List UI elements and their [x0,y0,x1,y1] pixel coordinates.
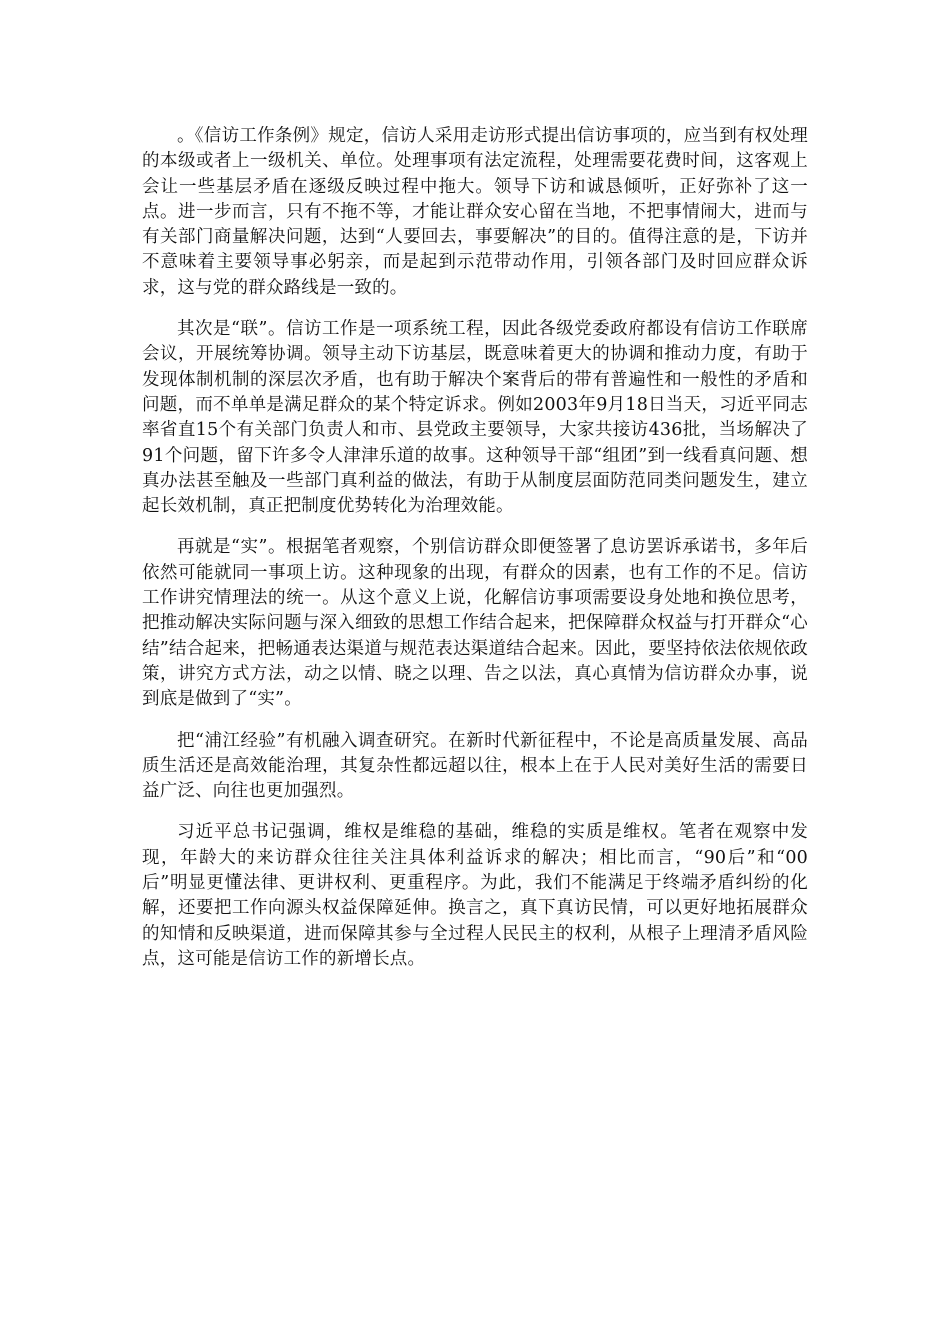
document-page [142,124,808,988]
paragraph-3: 再就是“实”。根据笔者观察，个别信访群众即便签署了息访罢诉承诺书，多年后依然可能就同一事项上访。这种现象的出现，有群众的因素，也有工作的不足。信访工作讲究情理法的统一。从这个意义上说，化解信访事项需要设身处地和换位思考，把推动解决实际问题与深入细致的思想工作结合起来，把保障群众权益与打开群众“心结”结合起来，把畅通表达渠道与规范表达渠道结合起来。因此，要坚持依法依规依政策，讲究方式方法，动之以情、晓之以理、告之以法，真心真情为信访群众办事，说到底是做到了“实”。 [142,537,808,710]
paragraph-4: 把“浦江经验”有机融入调查研究。在新时代新征程中，不论是高质量发展、高品质生活还是高效能治理，其复杂性都远超以往，根本上在于人民对美好生活的需要日益广泛、向往也更加强烈。 [142,730,808,802]
paragraph-5: 习近平总书记强调，维权是维稳的基础，维稳的实质是维权。笔者在观察中发现，年龄大的来访群众往往关注具体利益诉求的解决；相比而言，“90后”和“00后”明显更懂法律、更讲权利、更重程序。为此，我们不能满足于终端矛盾纠纷的化解，还要把工作向源头权益保障延伸。换言之，真下真访民情，可以更好地拓展群众的知情和反映渠道，进而保障其参与全过程人民民主的权利，从根子上理清矛盾风险点，这可能是信访工作的新增长点。 [142,822,808,969]
paragraph-2: 其次是“联”。信访工作是一项系统工程，因此各级党委政府都设有信访工作联席会议，开展统筹协调。领导主动下访基层，既意味着更大的协调和推动力度，有助于发现体制机制的深层次矛盾，也有助于解决个案背后的带有普遍性和一般性的矛盾和问题，而不单单是满足群众的某个特定诉求。例如2003年9月18日当天，习近平同志率省直15个有关部门负责人和市、县党政主要领导，大家共接访436批，当场解决了91个问题，留下许多令人津津乐道的故事。这种领导干部“组团”到一线看真问题、想真办法甚至触及一些部门真利益的做法，有助于从制度层面防范同类问题发生，建立起长效机制，真正把制度优势转化为治理效能。 [142,319,808,517]
paragraph-1: 。《信访工作条例》规定，信访人采用走访形式提出信访事项的，应当到有权处理的本级或者上一级机关、单位。处理事项有法定流程，处理需要花费时间，这客观上会让一些基层矛盾在逐级反映过程中拖大。领导下访和诚恳倾听，正好弥补了这一点。进一步而言，只有不拖不等，才能让群众安心留在当地，不把事情闹大，进而与有关部门商量解决问题，达到“人要回去，事要解决”的目的。值得注意的是，下访并不意味着主要领导事必躬亲，而是起到示范带动作用，引领各部门及时回应群众诉求，这与党的群众路线是一致的。 [142,126,808,298]
